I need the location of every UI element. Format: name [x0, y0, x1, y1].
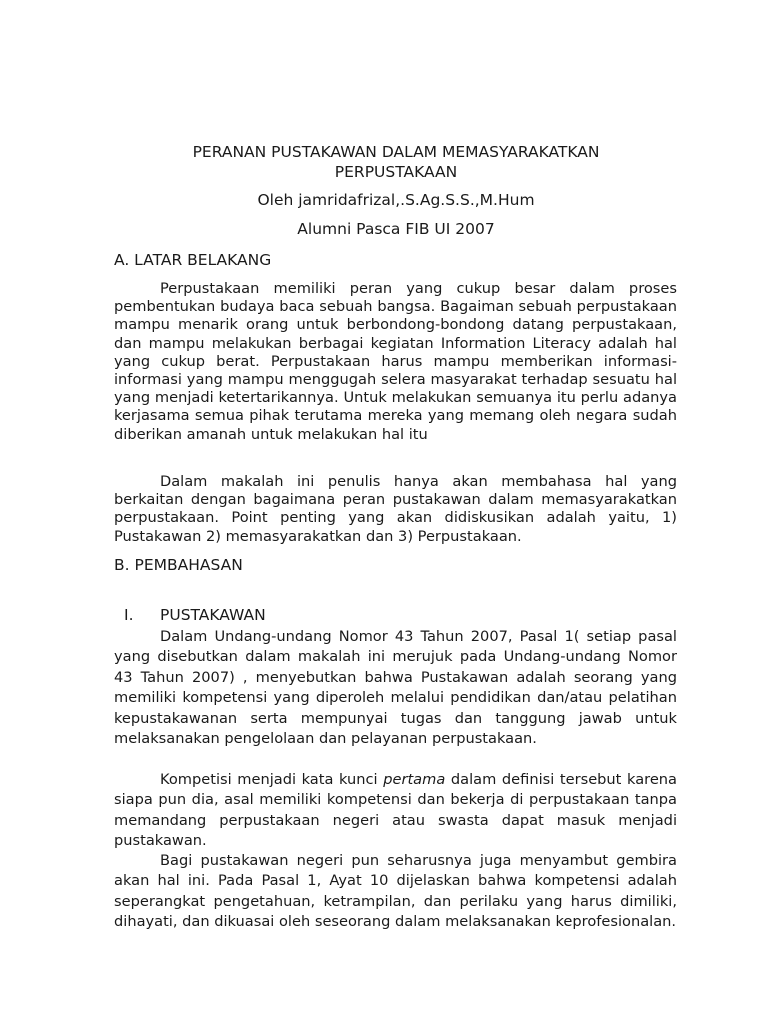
alumni-line: Alumni Pasca FIB UI 2007 [297, 220, 495, 238]
title-line-1: PERANAN PUSTAKAWAN DALAM MEMASYARAKATKAN [192, 143, 600, 161]
paragraph-text-start: Kompetisi menjadi kata kunci [160, 771, 384, 788]
paragraph-pustakawan-2 [114, 770, 677, 852]
subsection-number: I. [124, 606, 134, 624]
document-title [114, 142, 678, 182]
emphasis-pertama: pertama [383, 771, 446, 788]
paragraph-pustakawan-3: Bagi pustakawan negeri pun seharusnya juga menyambut gembira akan hal ini. Pada Pasal 1, Ayat 10 dijelaskan bahwa kompetensi adalah seperangkat pengetahuan, ketrampilan, dan perilaku yang harus dimiliki, dihayati, dan dikuasai oleh seseorang dalam melaksanakan keprofesionalan. [114, 852, 677, 931]
author-line: Oleh jamridafrizal,.S.Ag.S.S.,M.Hum [257, 191, 535, 209]
section-heading-latar-belakang: A. LATAR BELAKANG [114, 251, 272, 269]
subsection-label: PUSTAKAWAN [160, 606, 266, 624]
subsection-heading-pustakawan [124, 605, 266, 625]
section-heading-pembahasan: B. PEMBAHASAN [114, 556, 243, 574]
paragraph-latar-belakang-1: Perpustakaan memiliki peran yang cukup besar dalam proses pembentukan budaya baca sebuah bangsa. Bagaiman sebuah perpustakaan mampu menarik orang untuk berbondong-bondong datang perpustakaan, dan mampu melakukan berbagai kegiatan Information Literacy adalah hal yang cukup berat. Perpustakaan harus mampu memberikan informasi-informasi yang mampu menggugah selera masyarakat terhadap sesuatu hal yang menjadi ketertarikannya. Untuk melakukan semuanya itu perlu adanya kerjasama semua pihak terutama mereka yang memang oleh negara sudah diberikan amanah untuk melakukan hal itu [114, 280, 677, 443]
paragraph-text-end: dalam definisi tersebut karena siapa pun dia, asal memiliki kompetensi dan bekerja di perpustakaan tanpa memandang perpustakaan negeri atau swasta dapat masuk menjadi pustakawan. [114, 771, 677, 850]
paragraph-pustakawan-1: Dalam Undang-undang Nomor 43 Tahun 2007, Pasal 1( setiap pasal yang disebutkan dalam makalah ini merujuk pada Undang-undang Nomor 43 Tahun 2007) , menyebutkan bahwa Pustakawan adalah seorang yang memiliki kompetensi yang diperoleh melalui pendidikan dan/atau pelatihan kepustakawanan serta mempunyai tugas dan tanggung jawab untuk melaksanakan pengelolaan dan pelayanan perpustakaan. [114, 628, 677, 748]
title-line-2: PERPUSTAKAAN [334, 163, 458, 181]
paragraph-latar-belakang-2: Dalam makalah ini penulis hanya akan membahasa hal yang berkaitan dengan bagaimana peran pustakawan dalam memasyarakatkan perpustakaan. Point penting yang akan didiskusikan adalah yaitu, 1) Pustakawan 2) memasyarakatkan dan 3) Perpustakaan. [114, 473, 677, 545]
